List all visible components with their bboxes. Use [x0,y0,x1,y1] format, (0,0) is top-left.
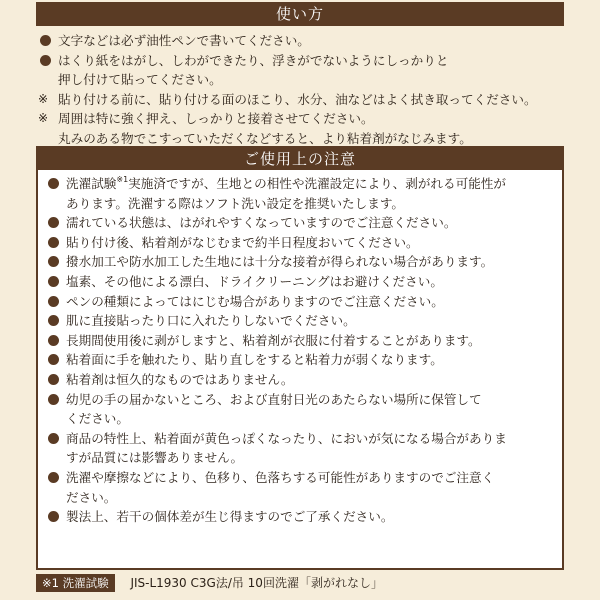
caution-item [46,331,562,351]
caution-item-line: 濡れている状態は、はがれやすくなっていますのでご注意ください。 [66,215,457,231]
caution-item [46,429,562,468]
caution-section [36,146,564,570]
caution-item [46,272,562,292]
bullet-dot-icon [48,511,59,522]
bullet-dot-icon [48,276,59,287]
bullet-dot-icon [40,35,51,46]
caution-list [38,170,562,527]
usage-item-line: 貼り付ける前に、貼り付ける面のほこり、水分、油などはよく拭き取ってください。 [58,91,537,107]
caution-item [46,390,562,429]
caution-item [46,468,562,507]
usage-item-line: はくり紙をはがし、しわができたり、浮きがでないようにしっかりと [58,52,449,68]
bullet-dot-icon [48,433,59,444]
caution-item-line: 洗濯や摩擦などにより、色移り、色落ちする可能性がありますのでご注意く [66,469,495,485]
usage-item-line: 周囲は特に強く押え、しっかりと接着させてください。 [58,111,374,126]
caution-item [46,233,562,253]
caution-text: 実施済ですが、生地との相性や洗濯設定により、剥がれる可能性が [128,176,506,191]
caution-item-line: あります。洗濯する際はソフト洗い設定を推奨いたします。 [66,195,405,211]
usage-item [38,51,568,90]
caution-item-line: ペンの種類によってはにじむ場合がありますのでご注意ください。 [66,293,444,309]
caution-text: 洗濯試験 [66,176,117,191]
bullet-dot-icon [48,472,59,483]
bullet-dot-icon [48,217,59,228]
bullet-dot-icon [48,354,59,365]
caution-item-line: ださい。 [66,489,117,505]
bullet-dot-icon [40,55,51,66]
caution-heading: ご使用上の注意 [38,148,562,170]
footnote-text: JIS-L1930 C3G法/吊 10回洗濯「剥がれなし」 [130,576,383,590]
caution-item-wash-test [46,174,562,213]
note-mark: ※ [38,91,49,106]
caution-item [46,311,562,331]
caution-item-line: 肌に直接貼ったり口に入れたりしないでください。 [66,313,356,329]
bullet-dot-icon [48,296,59,307]
caution-item [46,370,562,390]
caution-item-line: 塩素、その他による漂白、ドライクリーニングはお避けください。 [66,273,443,289]
usage-item [38,31,568,51]
caution-item [46,252,562,272]
caution-item-line: 粘着面に手を触れたり、貼り直しをすると粘着力が弱くなります。 [66,352,443,368]
footnote-label: ※1 洗濯試験 [36,574,115,592]
usage-item-line: 丸みのある物でこすっていただくなどすると、より粘着剤がなじみます。 [58,130,472,146]
bullet-dot-icon [48,315,59,326]
usage-note-item [38,109,568,148]
caution-item-line: すが品質には影響ありません。 [66,450,244,466]
caution-item-line: 幼児の手の届かないところ、および直射日光のあたらない場所に保管して [66,391,482,407]
caution-item-line: 長期間使用後に剥がしますと、粘着剤が衣服に付着することがあります。 [66,332,481,348]
caution-item-line [66,174,562,194]
footnote [36,574,383,592]
usage-item-line: 文字などは必ず油性ペンで書いてください。 [58,33,310,48]
note-mark: ※ [38,111,49,125]
caution-item [46,213,562,233]
usage-item-line: 押し付けて貼ってください。 [58,72,222,87]
caution-item [46,507,562,527]
usage-note-item [38,90,568,110]
caution-item [46,350,562,370]
caution-item-line: 撥水加工や防水加工した生地には十分な接着が得られない場合があります。 [66,254,494,270]
caution-item-line: 貼り付け後、粘着剤がなじむまで約半日程度おいてください。 [66,234,419,250]
caution-item [46,292,562,312]
caution-item-line: 商品の特性上、粘着面が黄色っぽくなったり、においが気になる場合がありま [66,430,507,446]
bullet-dot-icon [48,237,59,248]
bullet-dot-icon [48,374,59,385]
caution-item-line: 製法上、若干の個体差が生じ得ますのでご了承ください。 [66,509,394,525]
bullet-dot-icon [48,394,59,405]
usage-list [38,31,568,148]
footnote-reference: ※1 [116,175,129,184]
caution-item-line: 粘着剤は恒久的なものではありません。 [66,371,294,387]
caution-item-line: ください。 [66,411,129,427]
bullet-dot-icon [48,256,59,267]
usage-heading: 使い方 [36,2,564,26]
bullet-dot-icon [48,335,59,346]
bullet-dot-icon [48,178,59,189]
